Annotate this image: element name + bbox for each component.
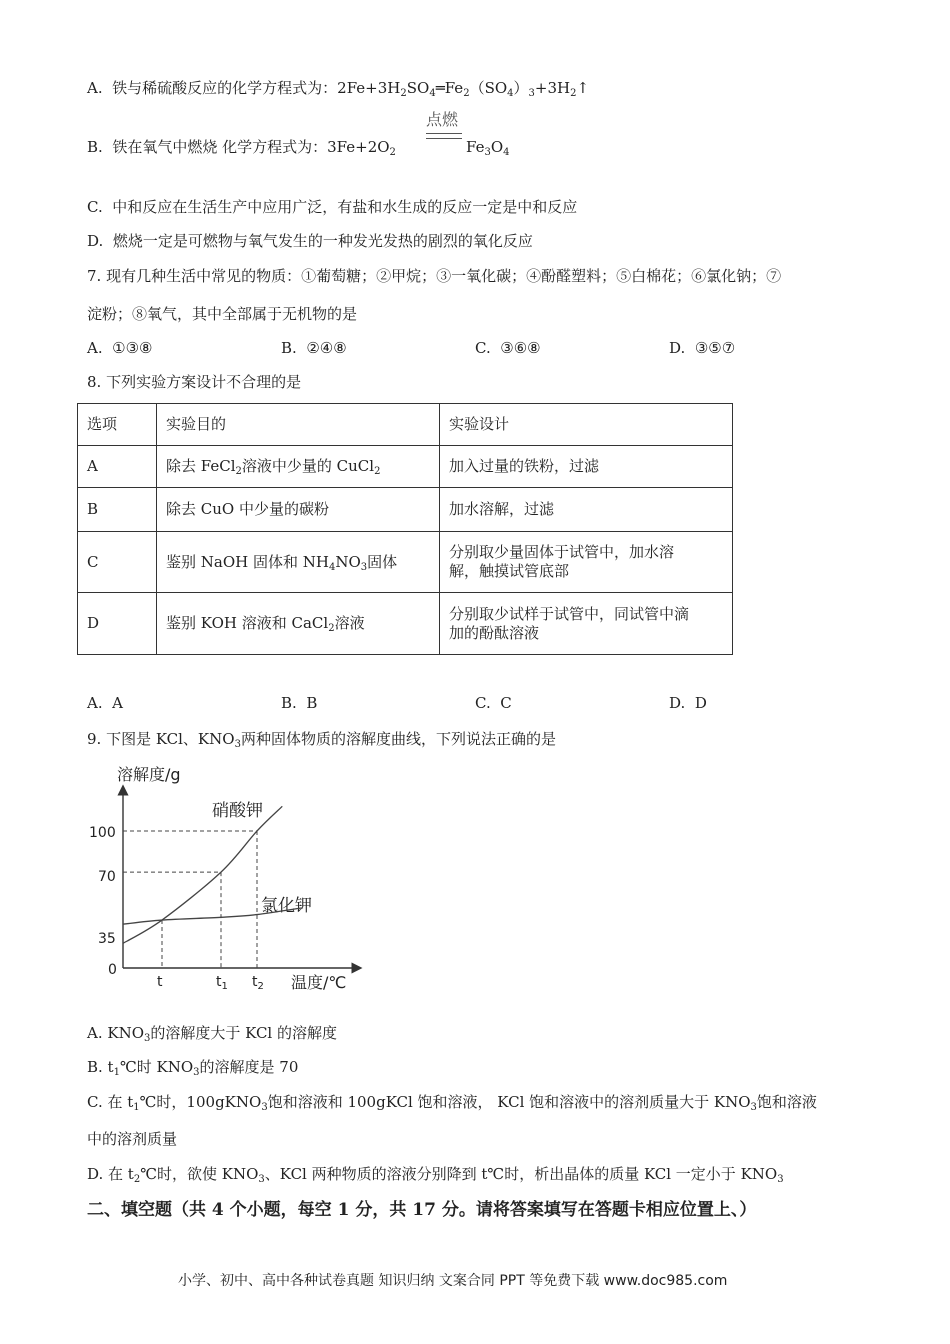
q7-stem-line2: 淀粉；⑧氧气，其中全部属于无机物的是 — [87, 305, 358, 323]
equation-equals-sign — [426, 133, 462, 139]
solubility-chart — [85, 756, 385, 996]
series-label-kcl: 氯化钾 — [261, 896, 312, 916]
q7-option-b: B. ②④⑧ — [281, 339, 347, 357]
x-tick-t1: $t_1$ — [216, 974, 228, 992]
series-line-kno3 — [123, 806, 282, 943]
q8-option-b: B. B — [281, 694, 318, 712]
row-design: 分别取少量固体于试管中，加水溶 解，触摸试管底部 — [440, 532, 733, 593]
q8-option-a: A. A — [87, 694, 123, 712]
row-option: B — [78, 488, 157, 532]
y-tick-0: 0 — [108, 962, 117, 978]
y-tick-70: 70 — [98, 869, 116, 885]
q6-option-a: A. 铁与稀硫酸反应的化学方程式为：$2Fe+3H_2SO_4═Fe_2(SO_4)_3+3H_2↑$ — [87, 79, 590, 99]
table-row — [78, 446, 733, 488]
row-goal: 除去 FeCl$_2$溶液中少量的 CuCl$_2$ — [157, 446, 440, 488]
q9-option-d: D. 在 $t_2℃$时，欲使 $KNO_3$、KCl 两种物质的溶液分别降到 t℃时，析出晶体的质量 KCl 一定小于 $KNO_3$ — [87, 1165, 784, 1185]
q7-stem-line1: 7. 现有几种生活中常见的物质：①葡萄糖；②甲烷；③一氧化碳；④酚醛塑料；⑤白棉花；⑥氯化钠；⑦ — [87, 267, 782, 285]
table-row — [78, 488, 733, 532]
q7-option-d: D. ③⑤⑦ — [669, 339, 736, 357]
row-design: 加水溶解，过滤 — [440, 488, 733, 532]
q8-option-c: C. C — [475, 694, 512, 712]
q8-stem: 8. 下列实验方案设计不合理的是 — [87, 373, 302, 391]
y-axis-label: 溶解度/g — [117, 765, 181, 784]
header-design: 实验设计 — [440, 404, 733, 446]
row-design: 分别取少试样于试管中，同试管中滴 加的酚酞溶液 — [440, 593, 733, 655]
series-label-kno3: 硝酸钾 — [212, 801, 263, 821]
x-axis-label: 温度/℃ — [291, 973, 347, 992]
table-row — [78, 593, 733, 655]
q9-option-b: B. $t_1℃$时 $KNO_3$的溶解度是 70 — [87, 1058, 299, 1078]
q9-stem: 9. 下图是 KCl、$KNO_3$两种固体物质的溶解度曲线，下列说法正确的是 — [87, 730, 556, 750]
experiment-table — [77, 403, 733, 655]
q9-option-c-line2: 中的溶剂质量 — [87, 1130, 178, 1148]
row-option: A — [78, 446, 157, 488]
reaction-condition: 点燃 — [426, 110, 459, 129]
section-heading: 二、填空题（共 4 个小题，每空 1 分，共 17 分。请将答案填写在答题卡相应位置上、） — [87, 1200, 757, 1220]
row-option: D — [78, 593, 157, 655]
q9-option-c-line1: C. 在 $t_1℃$时，100gKNO$_3$饱和溶液和 100gKCl 饱和溶液， KCl 饱和溶液中的溶剂质量大于 $KNO_3$饱和溶液 — [87, 1093, 817, 1113]
header-goal: 实验目的 — [157, 404, 440, 446]
q6-option-b-product: $Fe_3O_4$ — [466, 138, 510, 158]
table-row — [78, 532, 733, 593]
row-goal: 鉴别 NaOH 固体和 $NH_4NO_3$固体 — [157, 532, 440, 593]
q6-option-c: C. 中和反应在生活生产中应用广泛，有盐和水生成的反应一定是中和反应 — [87, 198, 578, 216]
row-design: 加入过量的铁粉，过滤 — [440, 446, 733, 488]
y-tick-35: 35 — [98, 931, 116, 947]
row-goal: 除去 CuO 中少量的碳粉 — [157, 488, 440, 532]
row-option: C — [78, 532, 157, 593]
page-footer: 小学、初中、高中各种试卷真题 知识归纳 文案合同 PPT 等免费下载 www.doc985.com — [178, 1273, 728, 1289]
x-tick-t2: $t_2$ — [252, 974, 264, 992]
y-tick-100: 100 — [89, 825, 116, 841]
q6-option-d: D. 燃烧一定是可燃物与氧气发生的一种发光发热的剧烈的氧化反应 — [87, 232, 533, 250]
q6-option-b: B. 铁在氧气中燃烧 化学方程式为：$3Fe+2O_2$ — [87, 138, 396, 158]
x-tick-t: t — [157, 974, 163, 990]
table-header-row — [78, 404, 733, 446]
q8-option-d: D. D — [669, 694, 707, 712]
row-goal: 鉴别 KOH 溶液和 CaCl$_2$溶液 — [157, 593, 440, 655]
q7-option-c: C. ③⑥⑧ — [475, 339, 541, 357]
q9-option-a: A. $KNO_3$的溶解度大于 KCl 的溶解度 — [87, 1024, 337, 1044]
header-option: 选项 — [78, 404, 157, 446]
q7-option-a: A. ①③⑧ — [87, 339, 153, 357]
